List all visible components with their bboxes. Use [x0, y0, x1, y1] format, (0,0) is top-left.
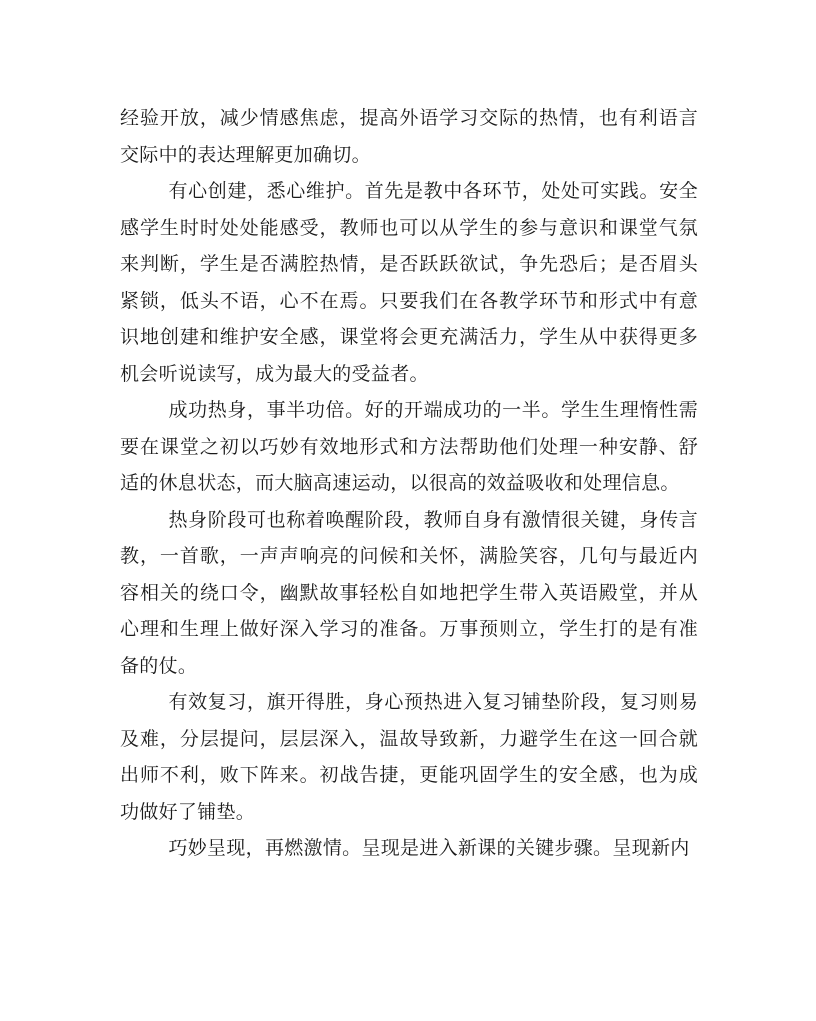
paragraph-wake-up-stage: 热身阶段可也称着唤醒阶段，教师自身有激情很关键，身传言教，一首歌，一声声响亮的问候和关怀，满脸笑容，几句与最近内容相关的绕口令，幽默故事轻松自如地把学生带入英语殿堂，并从心理和生理上做好深入学习的准备。万事预则立，学生打的是有准备的仗。 [120, 508, 698, 677]
paragraph-continuation: 经验开放，减少情感焦虑，提高外语学习交际的热情，也有利语言交际中的表达理解更加确切。 [120, 107, 698, 166]
document-body [120, 100, 698, 867]
paragraph-effective-review: 有效复习，旗开得胜，身心预热进入复习铺垫阶段，复习则易及难，分层提问，层层深入，温故导致新，力避学生在这一回合就出师不利，败下阵来。初战告捷，更能巩固学生的安全感，也为成功做好了铺垫。 [120, 691, 698, 823]
paragraph-presentation: 巧妙呈现，再燃激情。呈现是进入新课的关键步骤。呈现新内 [168, 837, 690, 859]
paragraph-create-maintain: 有心创建，悉心维护。首先是教中各环节，处处可实践。安全感学生时时处处能感受，教师也可以从学生的参与意识和课堂气氛来判断，学生是否满腔热情，是否跃跃欲试，争先恐后；是否眉头紧锁，低头不语，心不在焉。只要我们在各教学环节和形式中有意识地创建和维护安全感，课堂将会更充满活力，学生从中获得更多机会听说读写，成为最大的受益者。 [120, 180, 698, 385]
paragraph-warm-up: 成功热身，事半功倍。好的开端成功的一半。学生生理惰性需要在课堂之初以巧妙有效地形式和方法帮助他们处理一种安静、舒适的休息状态，而大脑高速运动，以很高的效益吸收和处理信息。 [120, 399, 698, 494]
